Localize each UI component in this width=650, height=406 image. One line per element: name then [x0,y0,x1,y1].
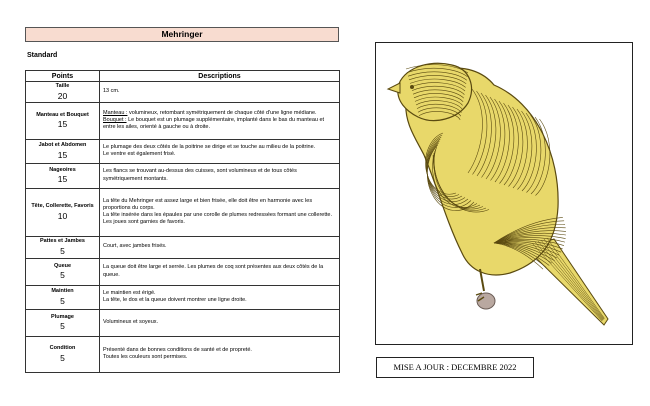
description-line [103,151,336,158]
description-line [103,354,336,361]
description-text: Toutes les couleurs sont permises. [103,354,188,360]
table-header-row [26,71,340,82]
description-cell [100,236,340,258]
description-line [103,168,336,182]
description-text: Volumineux et soyeux. [103,318,159,325]
bird-illustration-frame [375,42,633,345]
description-line [103,110,336,117]
description-line [103,297,336,304]
description-text: La tête, le dos et la queue doivent montrer une ligne droite. [103,297,247,303]
description-text: La tête du Mehringer est assez large et bien frisée, elle doit être en harmonie avec les proportions du corps. [103,197,313,211]
criterion-label: Maintien [51,288,74,295]
description-cell [100,139,340,163]
criterion-points: 5 [60,295,65,306]
description-line [103,243,336,250]
criterion-label: Pattes et Jambes [40,238,85,245]
table-row [26,188,340,236]
tail-feather-line [541,240,604,320]
tail-feather-line [538,241,603,320]
description-text: Le bouquet est un plumage supplémentaire, implanté dans le bas du manteau et entre les ailes, orienté à gauche ou à droite. [103,116,325,131]
description-text: Les joues sont garnies de favoris. [103,219,185,226]
table-row [26,285,340,309]
tail-feather-line [535,242,603,321]
tail-feather-line [544,239,604,319]
frill-canary-drawing [376,43,632,344]
criterion-label: Condition [49,345,76,352]
description-cell [100,82,340,103]
criterion-points: 10 [57,210,68,221]
description-line [103,198,336,212]
update-note: MISE A JOUR : DECEMBRE 2022 [376,357,534,378]
description-cell [100,188,340,236]
standard-table [25,70,340,373]
criterion-points: 5 [60,245,65,256]
description-cell [100,336,340,372]
criterion-points: 15 [57,174,68,185]
criterion-points: 15 [57,149,68,160]
description-line [103,88,336,95]
tail-feather-line [547,238,605,319]
tail-feather-line [532,243,602,321]
criterion-points: 5 [60,270,65,281]
description-line [103,264,336,278]
table-row [26,236,340,258]
header-points: Points [26,71,100,82]
description-line [103,144,336,151]
table-row [26,102,340,139]
header-descriptions: Descriptions [100,71,340,82]
description-cell [100,102,340,139]
description-text: Le ventre est également frisé. [103,151,176,157]
table-row [26,82,340,103]
description-text: Le plumage des deux côtés de la poitrine se dirige et se touche au milieu de la poitrine. [103,143,316,150]
table-row [26,139,340,163]
description-line [103,290,336,297]
perch [477,293,495,309]
description-text: 13 cm. [103,88,120,95]
description-term: Bouquet : [103,116,127,123]
description-line [103,117,336,131]
criterion-label: Taille [55,83,70,89]
criterion-label: Jabot et Abdomen [38,142,87,149]
description-term: Manteau : [103,109,128,116]
description-cell [100,285,340,309]
beak-shape [388,83,400,93]
criterion-points: 5 [60,321,65,332]
points-cell [26,139,100,163]
points-cell [26,285,100,309]
description-cell [100,309,340,336]
description-text: volumineux, retombant symétriquement de chaque côté d'une ligne médiane. [127,109,317,116]
eye [410,85,414,89]
criterion-label: Plumage [51,313,74,320]
standard-title: Mehringer [25,27,339,42]
points-cell [26,188,100,236]
description-text: La tête insérée dans les épaules par une corolle de plumes redressées formant une collerette. [103,212,332,218]
criterion-label: Nageoires [49,166,76,173]
description-cell [100,258,340,285]
description-cell [100,163,340,188]
criterion-points: 5 [60,352,65,363]
description-text: Le maintien est érigé. [103,289,156,296]
description-text: Les flancs se trouvant au-dessus des cuisses, sont volumineux et de tous côtés symétriquement montants. [103,168,297,182]
criterion-points: 15 [57,119,68,130]
description-line [103,212,336,219]
standard-subtitle: Standard [27,52,58,59]
description-text: La queue doit être large et serrée. Les plumes de coq sont présentes aux deux côtés de la queue. [103,264,324,278]
points-cell [26,258,100,285]
table-row [26,336,340,372]
points-cell [26,336,100,372]
description-text: Présenté dans de bonnes conditions de santé et de propreté. [103,346,252,353]
points-cell [26,82,100,103]
description-text: Court, avec jambes frisés. [103,243,167,250]
criterion-label: Queue [53,262,72,269]
criterion-label: Manteau et Bouquet [36,111,89,118]
table-row [26,258,340,285]
points-cell [26,309,100,336]
points-cell [26,102,100,139]
table-row [26,309,340,336]
points-cell [26,163,100,188]
criterion-label: Tête, Collerette, Favoris [31,203,94,210]
criterion-points: 20 [57,90,68,101]
points-cell [26,236,100,258]
table-row [26,163,340,188]
description-line [103,347,336,354]
description-line [103,219,336,226]
description-line [103,319,336,326]
